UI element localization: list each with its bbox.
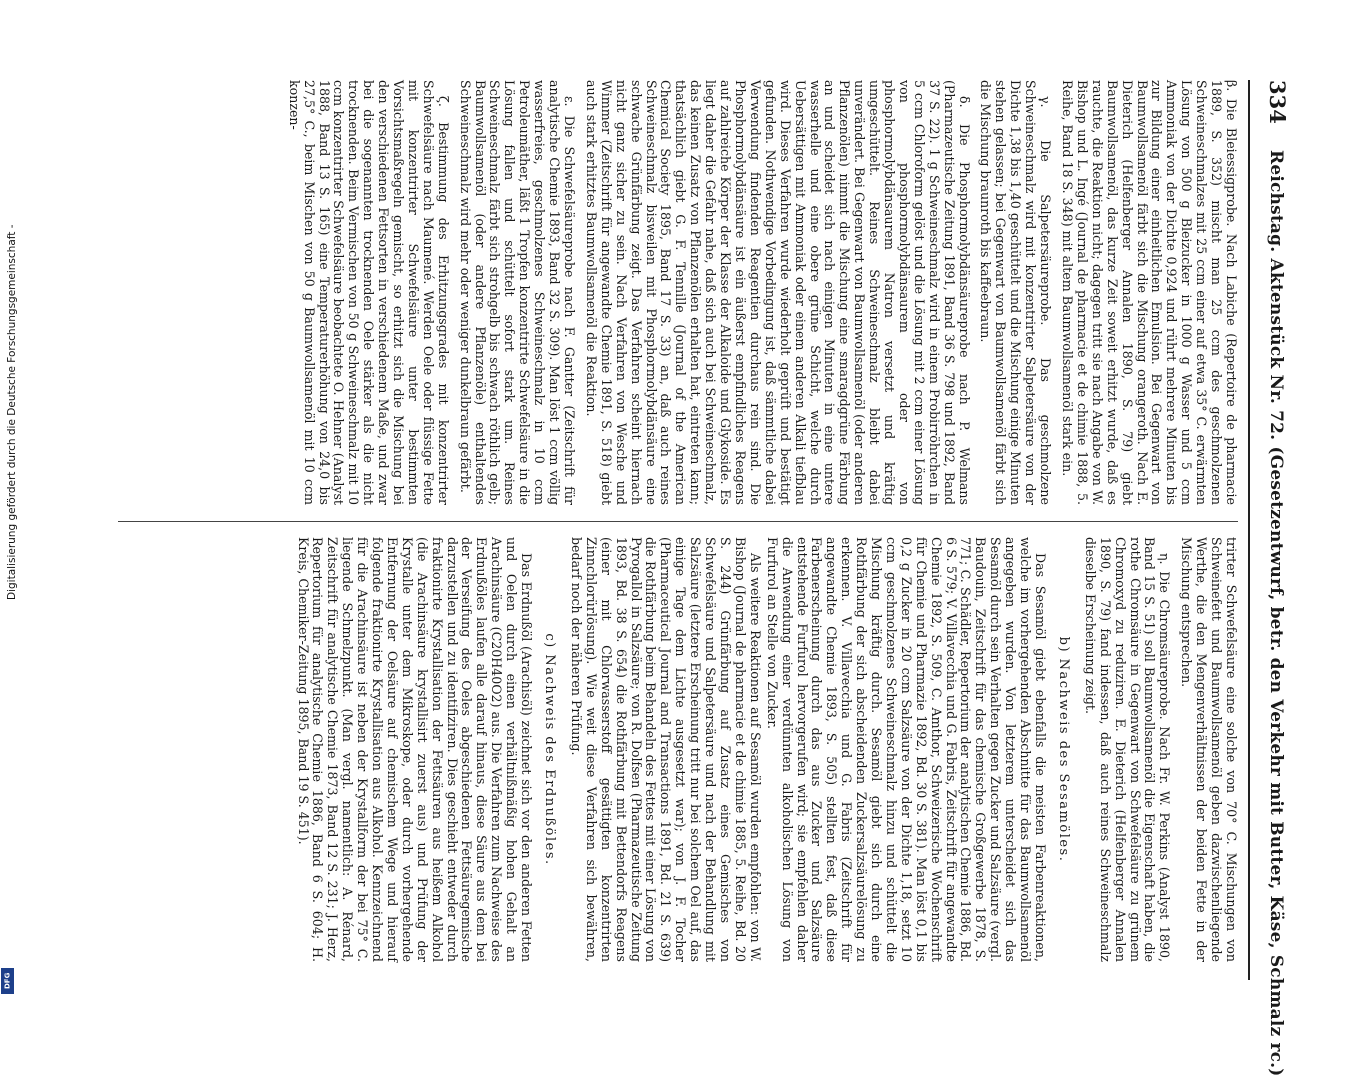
paragraph-salpetersaeure: γ. Die Salpetersäureprobe. Das geschmolzene Schweineschmalz wird mit konzentrirter Salpetersäure von der Dichte 1,38 bis 1,40 geschüttelt und die Mischung einige Minuten stehen gelassen; bei Gegenwart von Baumwollsamenöl färbt sich die Mischung braunroth bis kaffeebraun. (978, 80, 1054, 505)
paragraph-phosphormolybdaen: δ. Die Phosphormolybdänsäureprobe nach P. Welmans (Pharmazeutische Zeitung 1891, Band 36 S. 798 und 1892, Band 37 S. 22). 1 g Schweineschmalz wird in einem Probirröhrchen in 5 ccm Chloroform gelöst und die Lösung mit 2 ccm einer Lösung von phosphormolybdänsaurem oder von phosphormolybdänsaurem Natron versetzt und kräftig umgeschüttelt. Reines Schweineschmalz bleibt dabei unverändert. Bei Gegenwart von Baumwollsamenöl (oder anderen Pflanzenölen) nimmt die Mischung eine smaragdgrüne Färbung an und scheidet sich nach einigen Minuten in eine untere wasserhelle und eine obere grüne Schicht, welche durch Uebersättigen mit Ammoniak oder einem anderen Alkali tiefblau wird. Dieses Verfahren wurde wiederholt geprüft und bestätigt gefunden. Nothwendige Vorbedingung ist, daß sämmtliche dabei Verwendung findenden Reagentien durchaus rein sind. Die Phosphormolybdänsäure ist ein äußerst empfindliches Reagens auf zahlreiche Körper der Klasse der Alkaloide und Glykoside. Es liegt daher die Gefahr nahe, daß sich auch bei Schweineschmalz, das keinen Zusatz von Pflanzenölen erhalten hat, eintreten kann; thatsächlich giebt G. F. Tennille (Journal of the American Chemical Society 1895, Band 17 S. 33) an, daß auch reines Schweineschmalz bisweilen mit Phosphormolybdänsäure eine schwache Grünfärbung zeigt. Das Verfahren scheint hiernach nicht ganz sicher zu sein. Nach Verfahren von Wesche und Wimmer (Zeitschrift für angewandte Chemie 1891, S. 518) giebt auch stark erhitztes Baumwollsamenöl die Reaktion. (583, 80, 972, 505)
paragraph-erdnussoel: Das Erdnußöl (Arachisöl) zeichnet sich vor den anderen Fetten und Oelen durch einen verhältnißmäßig hohen Gehalt an Arachinsäure (C20H40O2) aus. Die Verfahren zum Nachweise des Erdnußöles laufen alle darauf hinaus, diese Säure aus dem bei der Verseifung des Oeles abgeschiedenen Fettsäuregemische darzustellen und zu identifiziren. Dies geschieht entweder durch fraktionirte Krystallisation der Fettsäuren aus heißem Alkohol (die Arachinsäure krystallisirt zuerst aus) und Prüfung der Krystalle unter dem Mikroskope, oder durch vorhergehende Entfernung der Oelsäure auf chemischem Wege und hierauf folgende fraktionirte Krystallisation aus Alkohol. Kennzeichnend für die Arachinsäure ist neben der Krystallform der bei 75° C. liegende Schmelzpunkt. (Man vergl. namentlich: A. Rénard, Zeitschrift für analytische Chemie 1873, Band 12 S. 231; J. Herz, Repertorium für analytische Chemie 1886, Band 6 S. 604; H. Kreis, Chemiker-Zeitung 1895, Band 19 S. 451). (295, 537, 535, 962)
column-divider (118, 521, 1238, 522)
paragraph-bleiessig: β. Die Bleiessigprobe. Nach Labiche (Repertoire de pharmacie 1889, S. 352) mischt man 25 ccm des geschmolzenen Schweineschmalzes mit 25 ccm einer auf etwa 35° C. erwärmten Lösung von 500 g Bleizucker in 1000 g Wasser und 5 ccm Ammoniak von der Dichte 0,924 und rührt mehrere Minuten bis zur Bildung einer einheitlichen Emulsion. Bei Gegenwart von Baumwollsamenöl färbt sich die Mischung orangeroth. Nach E. Dieterich (Helfenberger Annalen 1890, S. 79) giebt Baumwollsamenöl, das kurze Zeit soweit erhitzt wurde, daß es rauchte, die Reaktion nicht; dagegen tritt sie nach Angabe von W. Bishop und L. Ingé (Journal de pharmacie et de chimie 1888, 5. Reihe, Band 18 S. 348) mit altem Baumwollsamenöl stark ein. (1060, 80, 1239, 505)
page-number: 334 (1265, 80, 1290, 124)
right-column (293, 537, 1238, 962)
digitization-footer: Digitalisierung gefördert durch die Deutsche Forschungsgemeinschaft - (6, 224, 18, 600)
paragraph-chromsaeure: η. Die Chromsäureprobe. Nach Fr. W. Perkins (Analyst 1890, Band 15 S. 51) soll Baumwollsamenöl die Eigenschaft haben, die rothe Chromsäure in Gegenwart von Schwefelsäure zu grünem Chromoxyd zu reduziren. E. Dieterich (Helfenberger Annalen 1890, S. 79) fand indessen, daß auch reines Schweineschmalz dieselbe Erscheinung zeigt. (1082, 537, 1173, 962)
header-rule (1248, 80, 1250, 980)
paragraph-schwefelsaeure: ε. Die Schwefelsäureprobe nach F. Gantter (Zeitschrift für analytische Chemie 1893, Band 32 S. 309). Man löst 1 ccm völlig wasserfreies, geschmolzenes Schweineschmalz in 10 ccm Petroleumäther, läßt 1 Tropfen konzentrirte Schwefelsäure in die Lösung fallen und schüttelt sofort stark um. Reines Schweineschmalz färbt sich strohgelb bis schwach röthlich gelb; Baumwollsamenöl (oder andere Pflanzenöle) enthaltendes Schweineschmalz wird mehr oder weniger dunkelbraun gefärbt. (457, 80, 578, 505)
paragraph-sesamoel: Das Sesamöl giebt ebenfalls die meisten Farbenreaktionen, welche im vorhergehenden Abschnitte für das Baumwollsamenöl angegeben wurden. Von letzterem unterscheidet sich das Sesamöl durch sein Verhalten gegen Zucker und Salzsäure (vergl. Baudouin, Zeitschrift für das chemische Großgewerbe 1878, S. 771; C. Schädler, Repertorium der analytischen Chemie 1886, Bd. 6 S. 579; V. Villavecchia und G. Fabris, Zeitschrift für angewandte Chemie 1892, S. 509, C. Amthor, Schweizerische Wochenschrift für Chemie und Pharmazie 1892, Bd. 30 S. 381). Man löst 0,1 bis 0,2 g Zucker in 20 ccm Salzsäure von der Dichte 1,18, setzt 10 ccm geschmolzenes Schweineschmalz hinzu und schüttelt die Mischung kräftig durch. Sesamöl giebt sich durch eine Rothfärbung der sich abscheidenden Zuckersalzsäurelösung zu erkennen. V. Villavecchia und G. Fabris (Zeitschrift für angewandte Chemie 1893, S. 505) stellten fest, daß diese Farbenerscheinung durch das aus Zucker und Salzsäure entstehende Furfurol hervorgerufen wird; sie empfehlen daher die Anwendung einer verdünnten alkoholischen Lösung von Furfurol an Stelle von Zucker. (764, 537, 1049, 962)
paragraph-sesamoel-reaktionen: Als weitere Reaktionen auf Sesamöl wurden empfohlen: von W. Bishop (Journal de pharmacie et de chimie 1885, 5. Reihe, Bd. 20 S. 244) Grünfärbung auf Zusatz eines Gemisches von Schwefelsäure und Salpetersäure und nach der Behandlung mit Salzsäure (letztere Erscheinung tritt nur bei solchem Oel auf, das einige Tage dem Lichte ausgesetzt war); von J. F. Tocher (Pharmaceutical Journal and Transactions 1891, Bd. 21 S. 639) die Rothfärbung beim Behandeln des Fettes mit einer Lösung von Pyrogallol in Salzsäure; von R. Dolfsen (Pharmazeutische Zeitung 1893, Bd. 38 S. 654) die Rothfärbung mit Bettendorfs Reagens (einer mit Chlorwasserstoff gesättigten konzentrirten Zinnchlorürlösung). Wie weit diese Verfahren sich bewähren, bedarf noch der näheren Prüfung. (568, 537, 763, 962)
left-column (284, 80, 1238, 505)
dfg-logo: DFG (1, 968, 14, 994)
running-head: Reichstag. Aktenstück Nr. 72. (Gesetzentwurf, betr. den Verkehr mit Butter, Käse, Schmalz rc.) (1266, 150, 1286, 1077)
rotated-page (90, 80, 1290, 1077)
section-heading-erdnussoel: c) Nachweis des Erdnußöles. (542, 633, 558, 866)
paragraph-continuation: trirter Schwefelsäure eine solche von 70° C. Mischungen von Schweinefett und Baumwollsamenöl geben dazwischenliegende Werthe, die den Mengenverhältnissen der beiden Fette in der Mischung entsprechen. (1179, 537, 1239, 962)
paragraph-erhitzungsgrad: ζ. Bestimmung des Erhitzungsgrades mit konzentrirter Schwefelsäure nach Maumené. Werden Oele oder flüssige Fette mit konzentrirter Schwefelsäure unter bestimmten Vorsichtsmaßregeln gemischt, so erhitzt sich die Mischung bei den verschiedenen Fettsorten in verschiedenem Maße, und zwar bei die sogenannten trocknenden Oele stärker als die nicht trocknenden. Beim Vermischen von 50 g Schweineschmalz mit 10 ccm konzentrirter Schwefelsäure beobachtete O. Hehner (Analyst 1888, Band 13 S. 165) eine Temperaturerhöhung von 24,0 bis 27,5° C., beim Mischen von 50 g Baumwollsamenöl mit 10 ccm konzen- (286, 80, 451, 505)
section-heading-sesamoel: b) Nachweis des Sesamöles. (1055, 636, 1071, 863)
